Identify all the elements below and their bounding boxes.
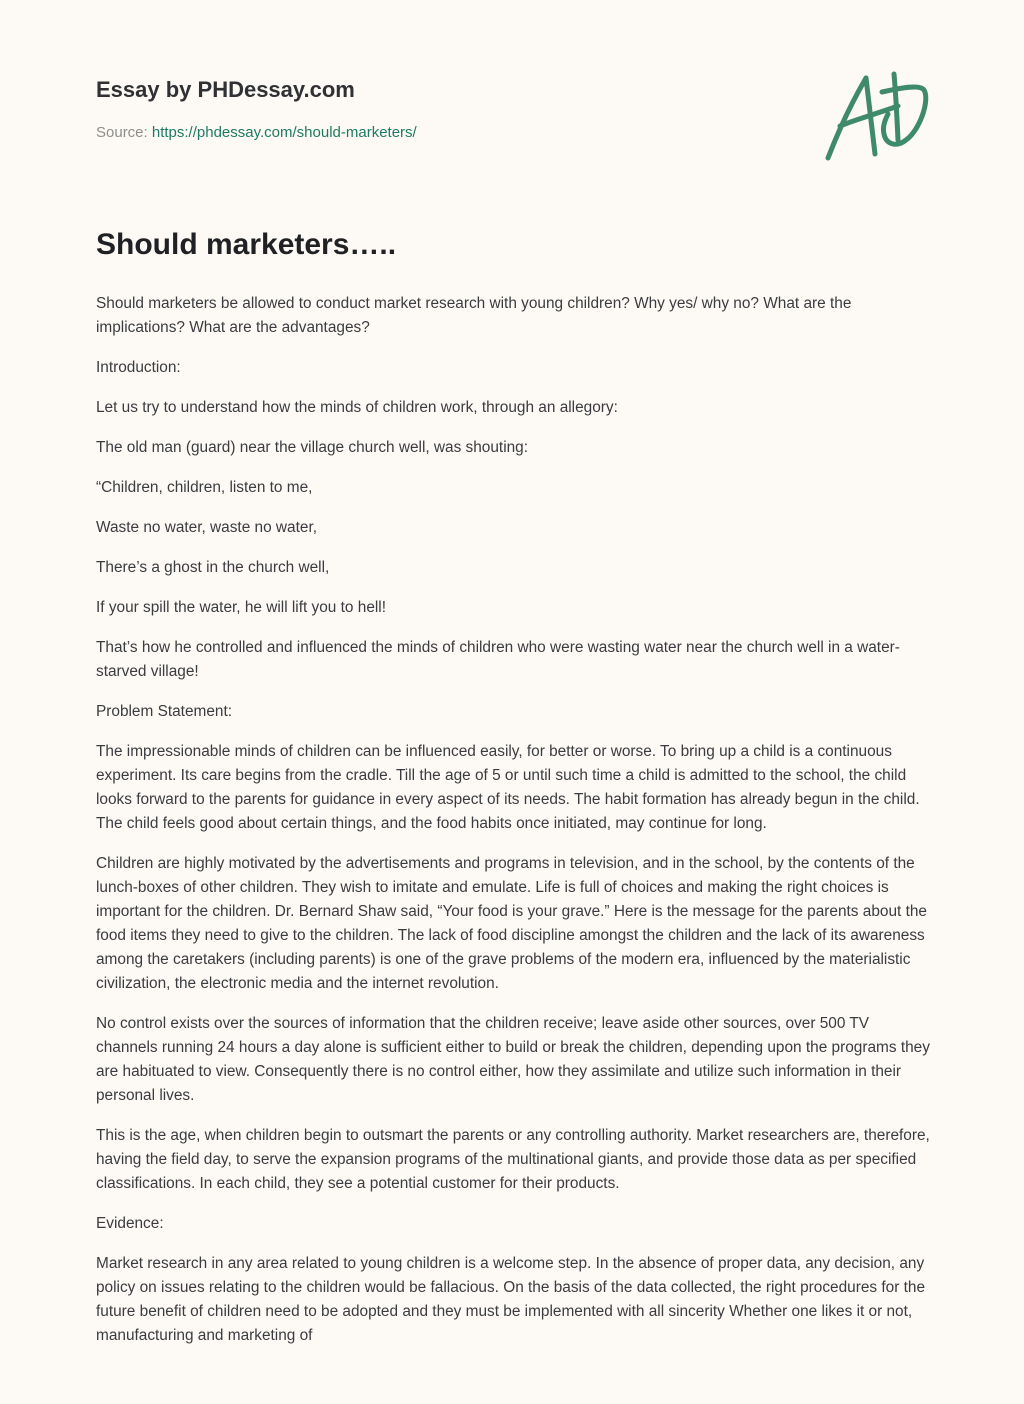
paragraph: Introduction: — [96, 359, 181, 376]
source-label: Source: — [96, 124, 152, 141]
source-line — [96, 122, 736, 144]
paragraph: If your spill the water, he will lift you to hell! — [96, 599, 386, 616]
paragraph: Market research in any area related to young children is a welcome step. In the absence of proper data, any decision, any policy on issues relating to the children would be fallacious. On the basis of the data collected, the right procedures for the future benefit of children need to be adopted and they must be implemented with all sincerity Whether one likes it or not, manufacturing and marketing of — [96, 1255, 926, 1344]
paragraph: There’s a ghost in the church well, — [96, 559, 330, 576]
paragraph: Evidence: — [96, 1215, 164, 1232]
paragraph: Waste no water, waste no water, — [96, 519, 317, 536]
essay-title: Should marketers….. — [96, 228, 397, 261]
paragraph: No control exists over the sources of information that the children receive; leave aside other sources, over 500 TV channels running 24 hours a day alone is sufficient either to build or break the children, depending upon the programs they are habituated to view. Consequently there is no control either, how they assimilate and utilize such information in their personal lives. — [96, 1015, 930, 1104]
paragraph: This is the age, when children begin to outsmart the parents or any controlling authority. Market researchers are, therefore, having the field day, to serve the expansion programs of the multinational giants, and provide those data as per specified classifications. In each child, they see a potential customer for their products. — [96, 1127, 930, 1192]
a-plus-logo-icon — [822, 68, 932, 168]
paragraph: That’s how he controlled and influenced the minds of children who were wasting water near the church well in a water-starved village! — [96, 639, 900, 680]
paragraph: “Children, children, listen to me, — [96, 479, 313, 496]
paragraph: The old man (guard) near the village church well, was shouting: — [96, 439, 529, 456]
brand-title: Essay by PHDessay.com — [96, 77, 355, 102]
page-header — [96, 74, 736, 144]
paragraph: The impressionable minds of children can be influenced easily, for better or worse. To bring up a child is a continuous experiment. Its care begins from the cradle. Till the age of 5 or until such time a child is admitted to the school, the child looks forward to the parents for guidance in every aspect of its needs. The habit formation has already begun in the child. The child feels good about certain things, and the food habits once initiated, may continue for long. — [96, 743, 920, 832]
paragraph: Let us try to understand how the minds of children work, through an allegory: — [96, 399, 618, 416]
paragraph: Should marketers be allowed to conduct market research with young children? Why yes/ why no? What are the implications? What are the advantages? — [96, 295, 852, 336]
paragraph: Children are highly motivated by the advertisements and programs in television, and in the school, by the contents of the lunch-boxes of other children. They wish to imitate and emulate. Life is full of choices and making the right choices is important for the children. Dr. Bernard Shaw said, “Your food is your grave.” Here is the message for the parents about the food items they need to give to the children. The lack of food discipline amongst the children and the lack of its awareness among the caretakers (including parents) is one of the grave problems of the modern era, influenced by the materialistic civilization, the electronic media and the internet revolution. — [96, 855, 927, 992]
source-link[interactable]: https://phdessay.com/should-marketers/ — [151, 124, 417, 141]
essay-article — [96, 222, 932, 1364]
paragraph: Problem Statement: — [96, 703, 233, 720]
